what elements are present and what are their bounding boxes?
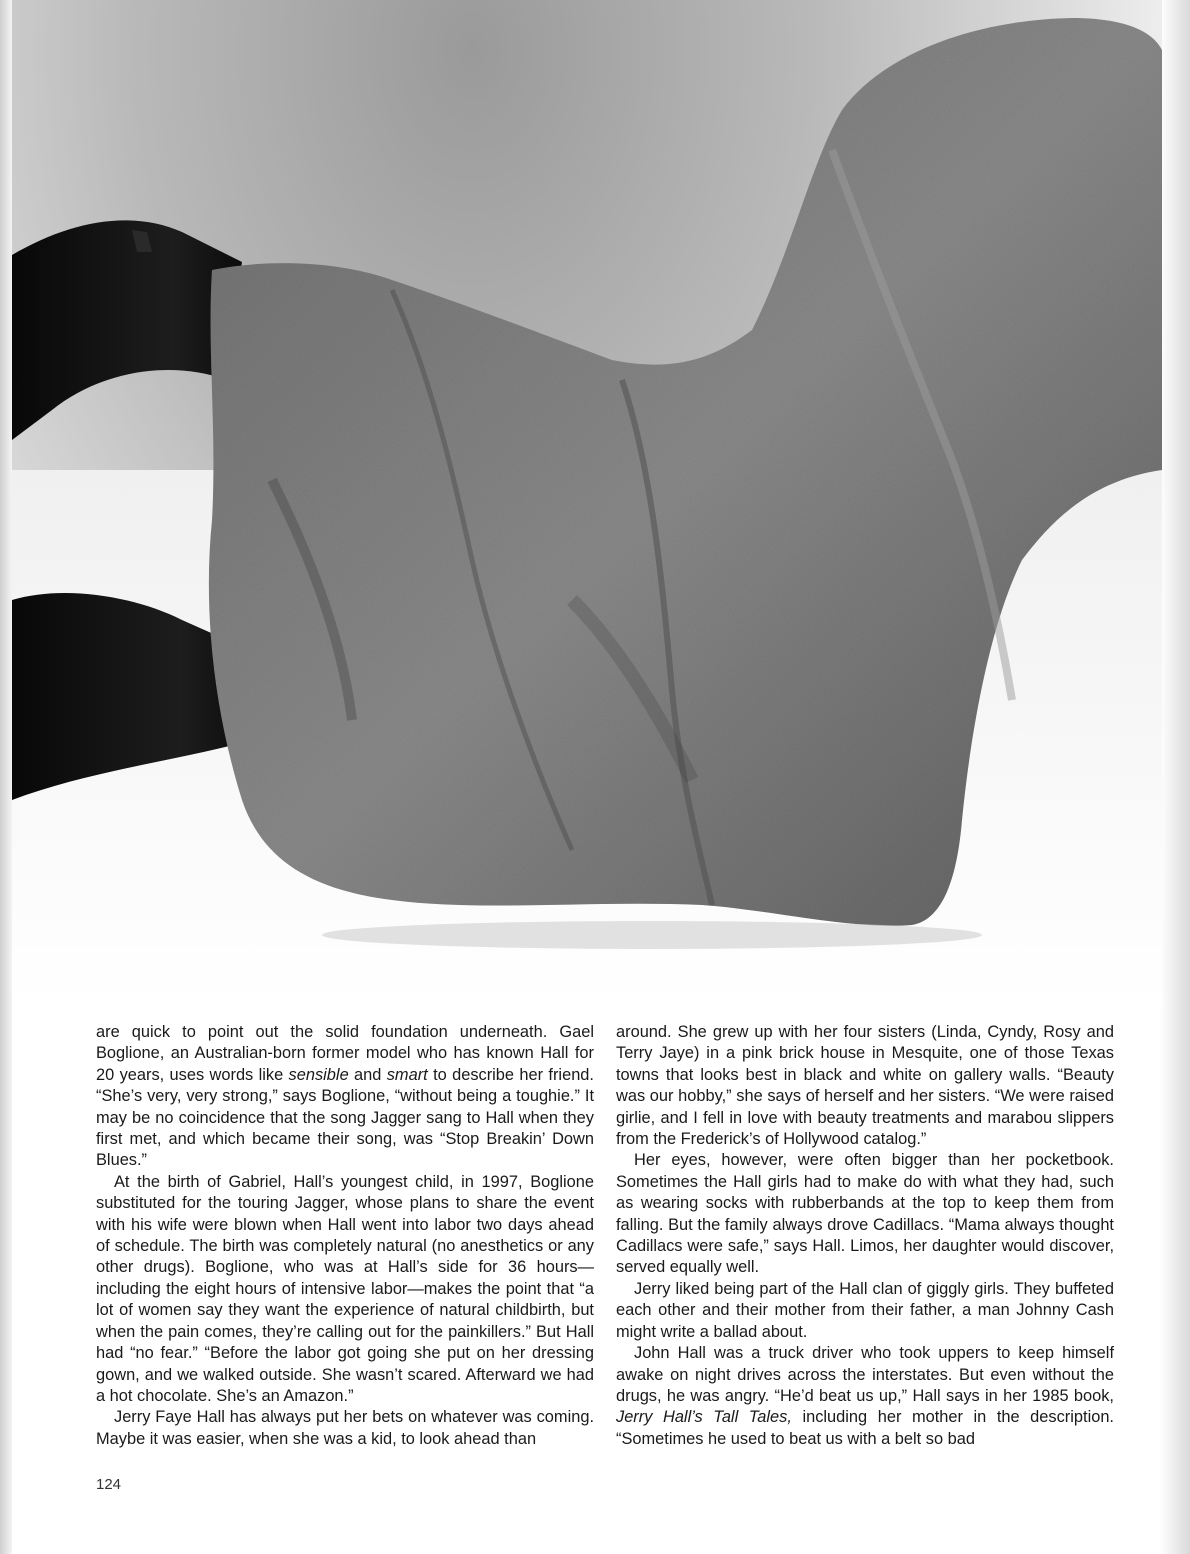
text-run: including her mother in the description. “Sometimes he used to beat us with a belt so bad bbox=[616, 1408, 1114, 1448]
text-run: At the birth of Gabriel, Hall’s youngest child, in 1997, Boglione substituted for the touring Jagger, whose plans to share the event with his wife were blown when Hall went into labor two days ahead of schedule. The birth was completely natural (no anesthetics or any other drugs). Boglione, who was at Hall’s side for 36 hours—including the eight hours of intensive labor—makes the point that “a lot of women say they want the experience of natural childbirth, but when the pain comes, they’re calling out for the painkillers.” But Hall had “no fear.” “Before the labor got going she put on her dressing gown, and we walked outside. She wasn’t scared. Afterward we had a hot chocolate. She’s an Amazon.” bbox=[96, 1172, 594, 1405]
article-column bbox=[616, 1022, 1114, 1450]
italic-text: Jerry Hall’s Tall Tales, bbox=[616, 1408, 792, 1427]
italic-text: sensible bbox=[288, 1065, 349, 1084]
knit-garment-photo bbox=[12, 0, 1162, 1005]
article-paragraph bbox=[616, 1279, 1114, 1343]
article-paragraph bbox=[96, 1022, 594, 1172]
article-body bbox=[96, 1022, 1114, 1450]
text-run: are quick to point out the solid foundation underneath. Gael Boglione, an Australian-born former model who has known Hall for 20 years, uses words like bbox=[96, 1023, 594, 1084]
text-run: John Hall was a truck driver who took uppers to keep himself awake on night drives across the interstates. But even without the drugs, he was angry. “He’d beat us up,” Hall says in her 1985 book, bbox=[616, 1344, 1114, 1405]
text-run: Jerry liked being part of the Hall clan of giggly girls. They buffeted each other and their mother from their father, a man Johnny Cash might write a ballad about. bbox=[616, 1279, 1114, 1341]
text-run: and bbox=[348, 1065, 387, 1084]
text-run: Her eyes, however, were often bigger than her pocketbook. Sometimes the Hall girls had to make do with what they had, such as wearing socks with rubberbands at the top to keep them from falling. But the family always drove Cadillacs. “Mama always thought Cadillacs were safe,” says Hall. Limos, her daughter would discover, served equally well. bbox=[616, 1151, 1114, 1277]
article-paragraph bbox=[96, 1172, 594, 1407]
text-run: Jerry Faye Hall has always put her bets on whatever was coming. Maybe it was easier, when she was a kid, to look ahead than bbox=[96, 1408, 594, 1448]
article-paragraph bbox=[616, 1150, 1114, 1278]
text-run: to describe her friend. “She’s very, very strong,” says Boglione, “without being a toughie.” It may be no coincidence that the song Jagger sang to Hall when they first met, and which became their song, was “Stop Breakin’ Down Blues.” bbox=[96, 1065, 594, 1170]
garment-shadow bbox=[322, 921, 982, 949]
article-column bbox=[96, 1022, 594, 1450]
editorial-photo bbox=[12, 0, 1162, 1005]
article-paragraph bbox=[616, 1022, 1114, 1150]
dark-boot-upper bbox=[12, 220, 242, 440]
page-edge bbox=[1160, 0, 1190, 1554]
page-gutter bbox=[0, 0, 12, 1554]
article-paragraph bbox=[616, 1343, 1114, 1450]
italic-text: smart bbox=[386, 1065, 428, 1084]
text-run: around. She grew up with her four sisters (Linda, Cyndy, Rosy and Terry Jaye) in a pink brick house in Mesquite, one of those Texas towns that looks best in black and white on gallery walls. “Beauty was our hobby,” she says of herself and her sisters. “We were raised girlie, and I fell in love with beauty treatments and marabou slippers from the Frederick’s of Hollywood catalog.” bbox=[616, 1023, 1114, 1149]
page-number: 124 bbox=[96, 1476, 122, 1493]
article-paragraph bbox=[96, 1407, 594, 1450]
